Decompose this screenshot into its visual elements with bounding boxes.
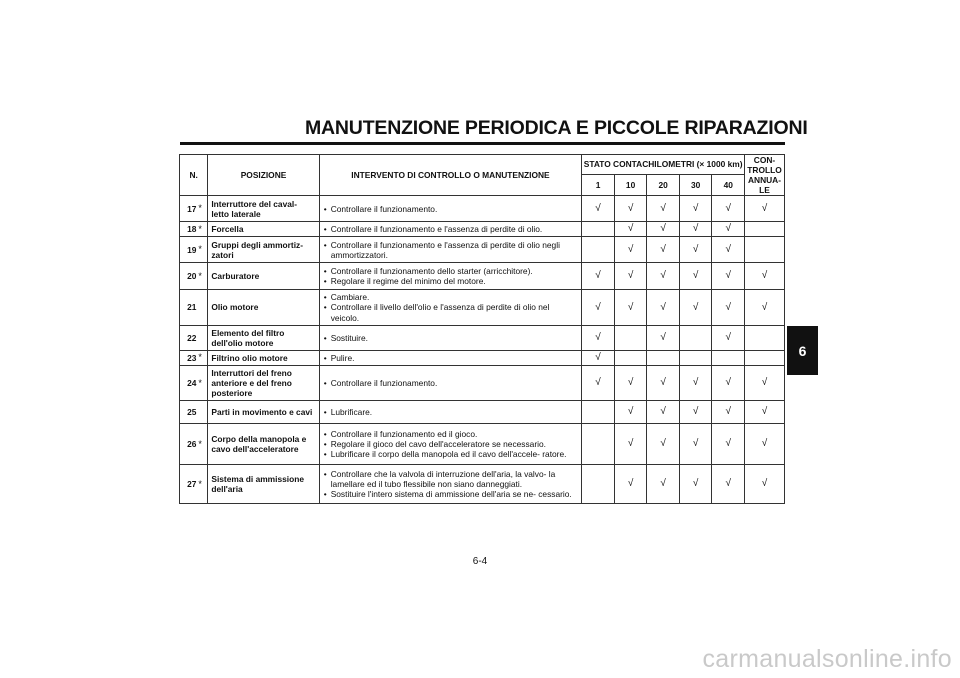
row-actions (319, 365, 582, 400)
check-mark: √ (679, 290, 712, 325)
row-star: * (198, 350, 207, 365)
row-number: 17 (180, 196, 199, 222)
header-km-40: 40 (712, 175, 745, 196)
row-position: Forcella (208, 222, 319, 237)
check-mark: √ (614, 465, 647, 504)
row-position: Carburatore (208, 263, 319, 290)
row-actions (319, 196, 582, 222)
row-star: * (198, 222, 207, 237)
check-mark: √ (745, 196, 785, 222)
row-star (198, 401, 207, 424)
check-mark: √ (647, 263, 680, 290)
row-number: 18 (180, 222, 199, 237)
table-row (180, 350, 785, 365)
row-actions (319, 237, 582, 263)
check-mark: √ (582, 325, 615, 350)
check-mark (679, 350, 712, 365)
check-mark: √ (745, 290, 785, 325)
table-row (180, 290, 785, 325)
table-row (180, 237, 785, 263)
check-mark: √ (712, 290, 745, 325)
row-star: * (198, 365, 207, 400)
check-mark: √ (647, 290, 680, 325)
row-position: Sistema di ammissione dell'aria (208, 465, 319, 504)
check-mark: √ (647, 401, 680, 424)
row-actions (319, 325, 582, 350)
check-mark (745, 350, 785, 365)
check-mark: √ (745, 465, 785, 504)
action-item: • Controllare il funzionamento. (324, 378, 578, 388)
row-actions (319, 465, 582, 504)
table-row (180, 263, 785, 290)
check-mark: √ (614, 222, 647, 237)
check-mark (745, 325, 785, 350)
check-mark (679, 325, 712, 350)
check-mark: √ (582, 365, 615, 400)
table-row (180, 465, 785, 504)
check-mark: √ (647, 196, 680, 222)
check-mark (582, 401, 615, 424)
check-mark: √ (745, 263, 785, 290)
row-number: 27 (180, 465, 199, 504)
action-item: • Regolare il gioco del cavo dell'acceleratore se necessario. (324, 439, 578, 449)
action-item: • Controllare il funzionamento e l'assenza di perdite di olio negli ammortizzatori. (324, 240, 578, 260)
row-position: Corpo della manopola e cavo dell'acceleratore (208, 424, 319, 465)
check-mark (745, 222, 785, 237)
check-mark: √ (614, 290, 647, 325)
check-mark: √ (679, 222, 712, 237)
row-star: * (198, 237, 207, 263)
action-item: • Controllare il funzionamento. (324, 204, 578, 214)
row-star: * (198, 263, 207, 290)
header-km-1: 1 (582, 175, 615, 196)
check-mark: √ (679, 365, 712, 400)
row-star: * (198, 424, 207, 465)
check-mark: √ (614, 196, 647, 222)
check-mark: √ (582, 196, 615, 222)
table-row (180, 401, 785, 424)
check-mark: √ (647, 237, 680, 263)
row-actions (319, 424, 582, 465)
check-mark: √ (679, 237, 712, 263)
action-item: • Controllare il funzionamento dello starter (arricchitore). (324, 266, 578, 276)
row-star (198, 325, 207, 350)
header-odometer: STATO CONTACHILOMETRI (× 1000 km) (582, 155, 745, 175)
table-row (180, 424, 785, 465)
check-mark: √ (614, 237, 647, 263)
action-item: • Controllare il funzionamento ed il gioco. (324, 429, 578, 439)
row-star: * (198, 465, 207, 504)
check-mark (582, 424, 615, 465)
header-km-10: 10 (614, 175, 647, 196)
check-mark (647, 350, 680, 365)
check-mark: √ (712, 465, 745, 504)
check-mark: √ (679, 263, 712, 290)
action-item: • Lubrificare il corpo della manopola ed il cavo dell'accele- ratore. (324, 449, 578, 459)
row-position: Filtrino olio motore (208, 350, 319, 365)
title-rule (180, 142, 785, 145)
action-item: • Controllare il livello dell'olio e l'assenza di perdite di olio nel veicolo. (324, 302, 578, 322)
row-position: Elemento del filtro dell'olio motore (208, 325, 319, 350)
check-mark: √ (712, 401, 745, 424)
check-mark: √ (679, 424, 712, 465)
check-mark: √ (679, 465, 712, 504)
row-actions (319, 263, 582, 290)
row-star (198, 290, 207, 325)
table-row (180, 222, 785, 237)
table-row (180, 365, 785, 400)
row-position: Parti in movimento e cavi (208, 401, 319, 424)
row-actions (319, 401, 582, 424)
row-actions (319, 350, 582, 365)
check-mark: √ (582, 263, 615, 290)
action-item: • Sostituire l'intero sistema di ammissione dell'aria se ne- cessario. (324, 489, 578, 499)
check-mark: √ (614, 424, 647, 465)
row-number: 21 (180, 290, 199, 325)
check-mark: √ (582, 290, 615, 325)
check-mark: √ (647, 365, 680, 400)
action-item: • Pulire. (324, 353, 578, 363)
check-mark: √ (647, 424, 680, 465)
watermark: carmanualsonline.info (702, 645, 952, 673)
row-number: 19 (180, 237, 199, 263)
check-mark: √ (679, 401, 712, 424)
action-item: • Sostituire. (324, 333, 578, 343)
row-star: * (198, 196, 207, 222)
header-annual: CON- TROLLO ANNUA- LE (745, 155, 785, 196)
action-item: • Controllare il funzionamento e l'assenza di perdite di olio. (324, 224, 578, 234)
maintenance-table (179, 154, 785, 504)
check-mark: √ (647, 222, 680, 237)
action-item: • Lubrificare. (324, 407, 578, 417)
check-mark: √ (712, 424, 745, 465)
action-item: • Regolare il regime del minimo del motore. (324, 276, 578, 286)
chapter-tab[interactable]: 6 (787, 326, 818, 375)
row-number: 26 (180, 424, 199, 465)
header-num: N. (180, 155, 208, 196)
check-mark: √ (712, 325, 745, 350)
row-actions (319, 222, 582, 237)
row-number: 23 (180, 350, 199, 365)
check-mark: √ (745, 424, 785, 465)
action-item: • Controllare che la valvola di interruzione dell'aria, la valvo- la lamellare ed il tubo flessibile non siano danneggiati. (324, 469, 578, 489)
check-mark: √ (647, 325, 680, 350)
header-km-30: 30 (679, 175, 712, 196)
table-row (180, 325, 785, 350)
table-row (180, 196, 785, 222)
header-intervention: INTERVENTO DI CONTROLLO O MANUTENZIONE (319, 155, 582, 196)
check-mark: √ (614, 365, 647, 400)
row-number: 24 (180, 365, 199, 400)
check-mark: √ (712, 196, 745, 222)
check-mark (582, 222, 615, 237)
row-number: 22 (180, 325, 199, 350)
row-position: Interruttori del freno anteriore e del freno posteriore (208, 365, 319, 400)
check-mark: √ (712, 237, 745, 263)
header-position: POSIZIONE (208, 155, 319, 196)
row-number: 20 (180, 263, 199, 290)
check-mark (582, 237, 615, 263)
page-number: 6-4 (472, 556, 488, 567)
check-mark: √ (712, 263, 745, 290)
check-mark: √ (614, 263, 647, 290)
check-mark (614, 350, 647, 365)
action-item: • Cambiare. (324, 292, 578, 302)
row-actions (319, 290, 582, 325)
row-number: 25 (180, 401, 199, 424)
check-mark: √ (679, 196, 712, 222)
row-position: Interruttore del caval- letto laterale (208, 196, 319, 222)
check-mark (614, 325, 647, 350)
check-mark: √ (712, 365, 745, 400)
row-position: Gruppi degli ammortiz- zatori (208, 237, 319, 263)
check-mark: √ (745, 401, 785, 424)
check-mark: √ (582, 350, 615, 365)
page-title: MANUTENZIONE PERIODICA E PICCOLE RIPARAZIONI (305, 117, 808, 139)
row-position: Olio motore (208, 290, 319, 325)
check-mark (745, 237, 785, 263)
check-mark: √ (647, 465, 680, 504)
check-mark (712, 350, 745, 365)
check-mark: √ (745, 365, 785, 400)
check-mark (582, 465, 615, 504)
check-mark: √ (614, 401, 647, 424)
check-mark: √ (712, 222, 745, 237)
header-km-20: 20 (647, 175, 680, 196)
